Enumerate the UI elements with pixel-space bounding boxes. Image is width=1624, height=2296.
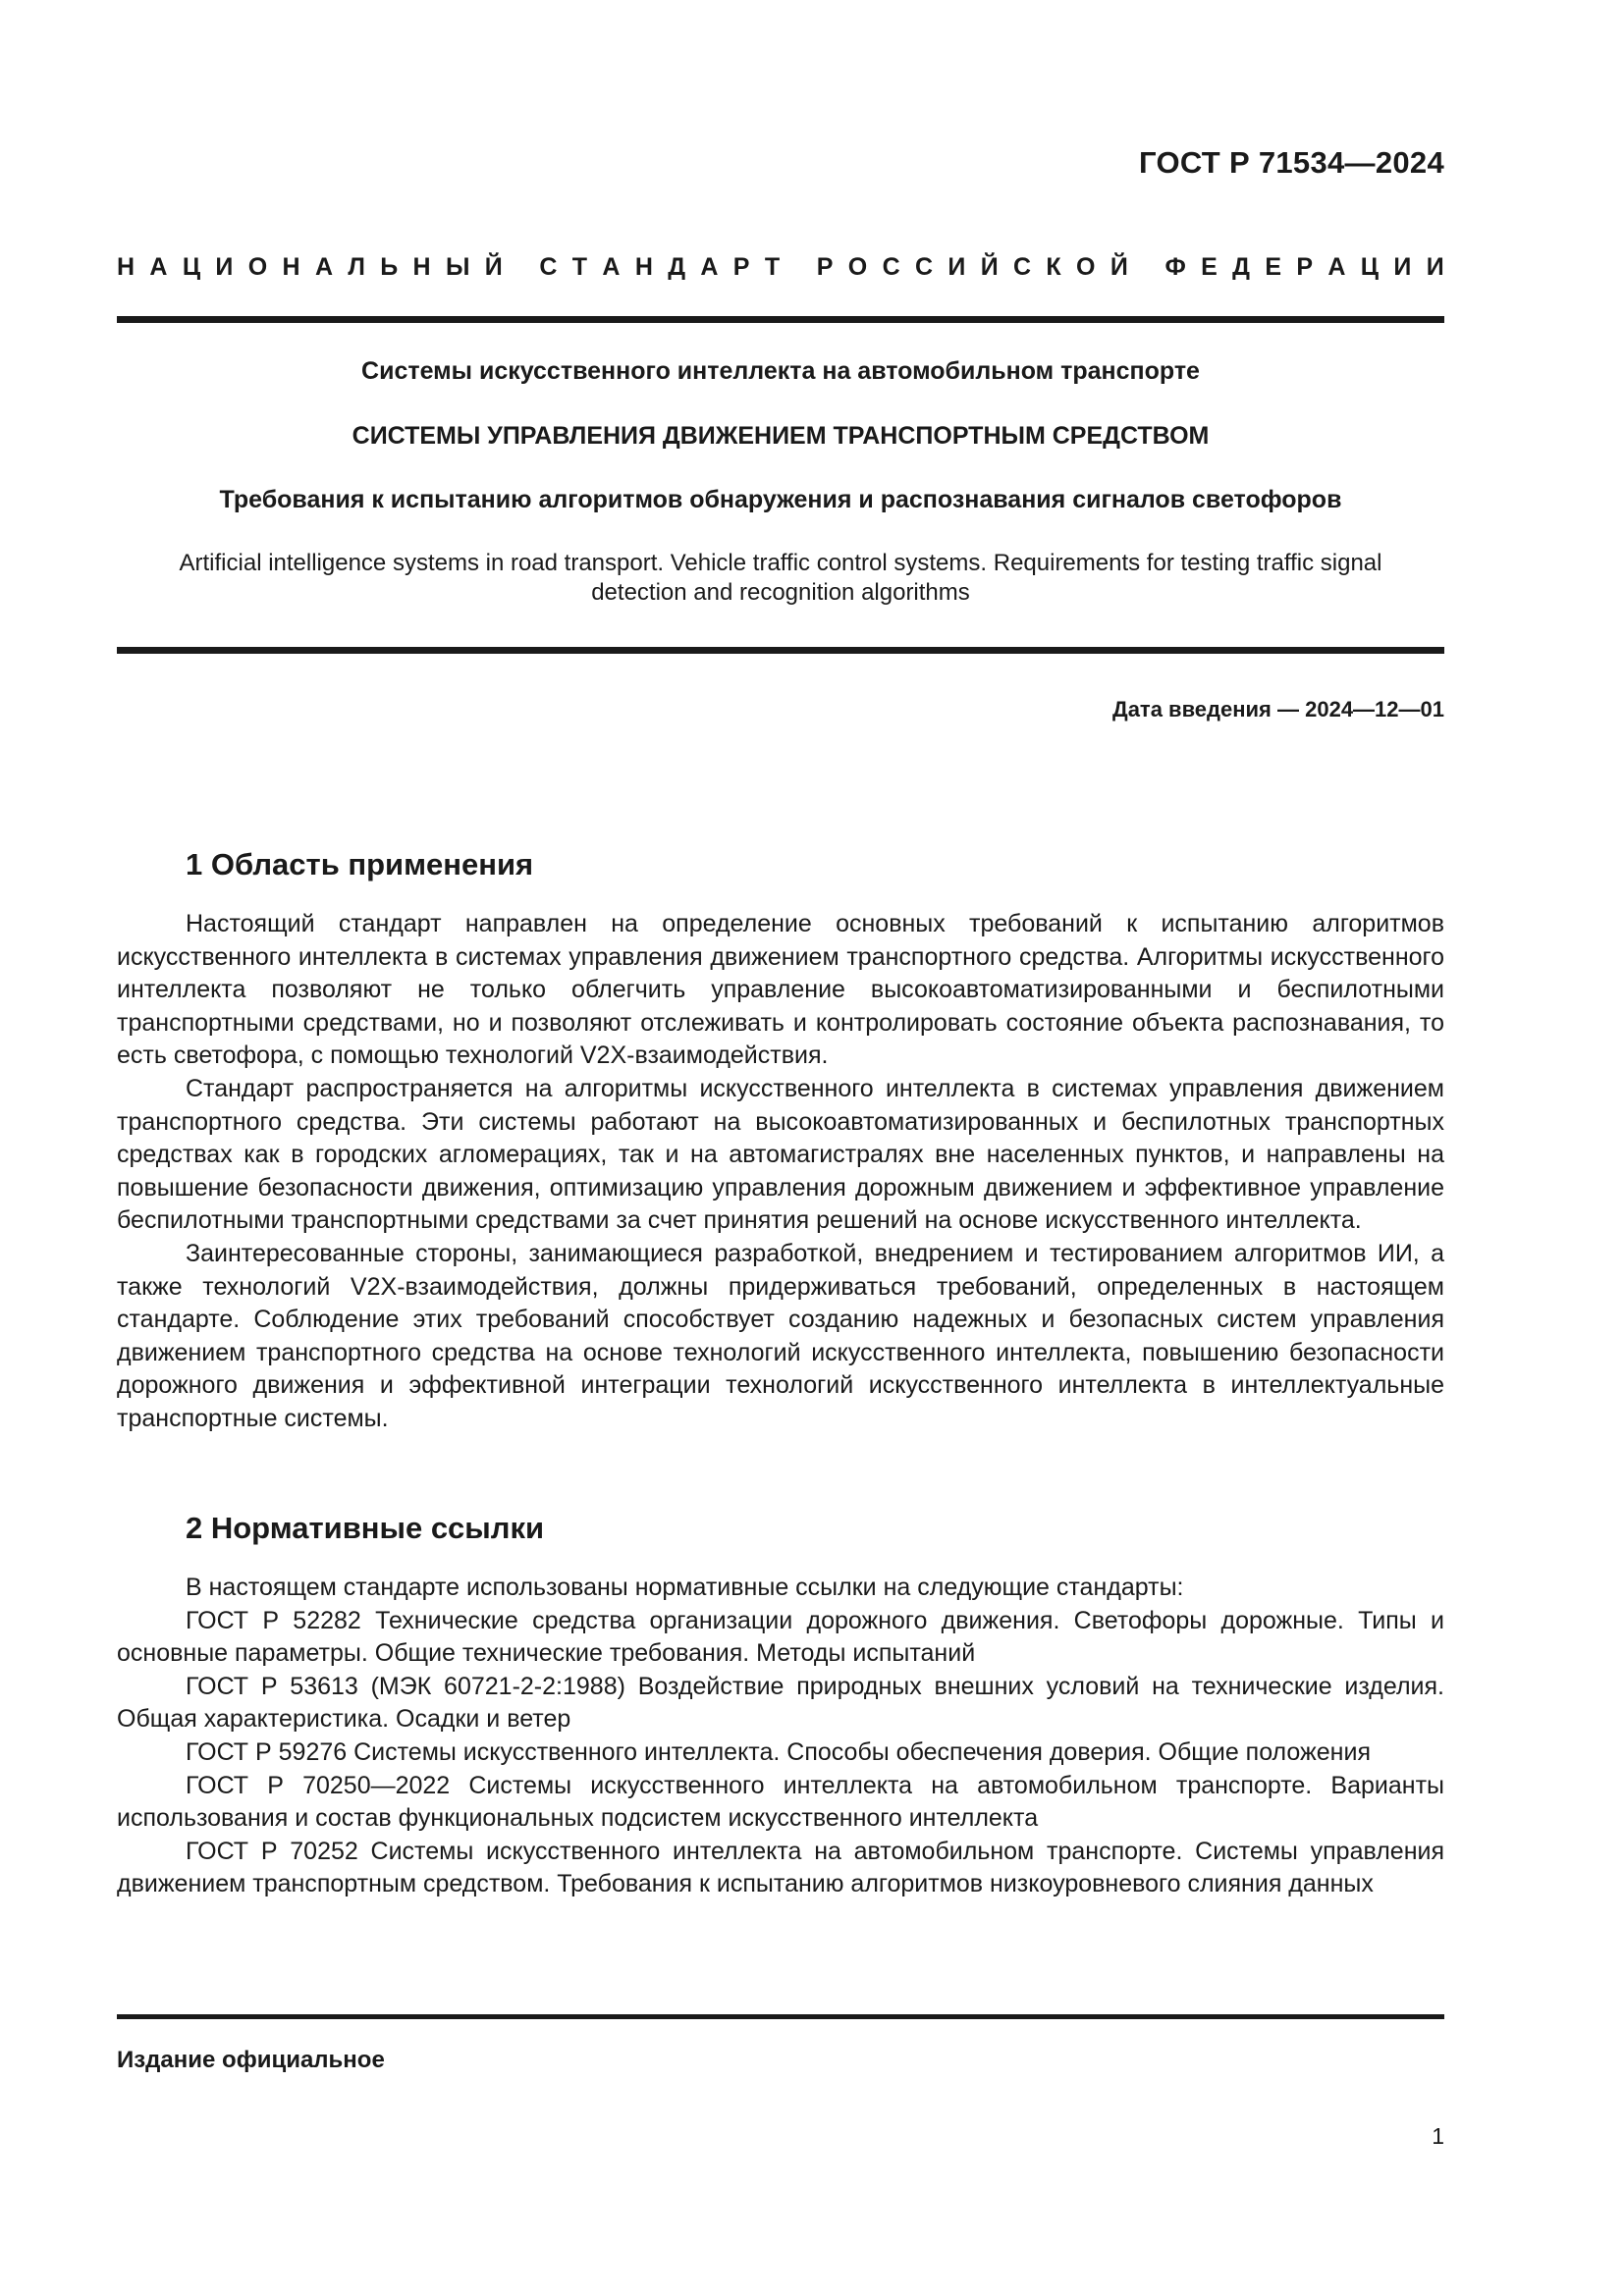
header-letter: С [1013, 253, 1032, 281]
header-letter: А [149, 253, 168, 281]
standard-number: ГОСТ Р 71534—2024 [1139, 145, 1444, 180]
section-body-scope [117, 908, 1444, 1436]
header-letter: Й [980, 253, 999, 281]
header-letter: И [947, 253, 966, 281]
header-letter: Н [117, 253, 135, 281]
paragraph: Стандарт распространяется на алгоритмы искусственного интеллекта в системах управления движением транспортного средства. Эти системы работают на высокоавтоматизированных и беспилотных транспортных средствах как в городских агломерациях, так и на автомагистралях вне населенных пунктов, и направлены на повышение безопасности движения, оптимизацию управления дорожным движением и эффективное управление беспилотными транспортными средствами за счет принятия решений на основе искусственного интеллекта. [117, 1074, 1444, 1235]
header-letter: И [1393, 253, 1412, 281]
official-edition-label: Издание официальное [117, 2047, 385, 2073]
title-english: Artificial intelligence systems in road transport. Vehicle traffic control systems. Requirements for testing traffic signal detection and recognition algorithms [179, 550, 1382, 606]
header-letter [1143, 253, 1150, 282]
header-letter: О [1076, 253, 1096, 281]
header-letter: Ф [1164, 253, 1186, 281]
section-heading-scope: 1 Область применения [186, 847, 534, 881]
page-number: 1 [1432, 2123, 1444, 2149]
introduction-date: Дата введения — 2024—12—01 [1112, 697, 1444, 721]
header-letter: С [914, 253, 934, 281]
header-letter: Д [1232, 253, 1250, 281]
header-letter: Е [1265, 253, 1281, 281]
header-letter: Т [571, 253, 588, 281]
reference-item: ГОСТ Р 53613 (МЭК 60721-2-2:1988) Воздействие природных внешних условий на технические изделия. Общая характеристика. Осадки и ветер [117, 1672, 1444, 1734]
title-requirements: Требования к испытанию алгоритмов обнаружения и распознавания сигналов светофоров [219, 486, 1342, 513]
header-letter [794, 253, 801, 282]
header-letter: А [314, 253, 333, 281]
header-letter: Ы [445, 253, 470, 281]
title-divider [117, 647, 1444, 654]
header-letter: С [882, 253, 900, 281]
header-letter: С [539, 253, 558, 281]
header-letter: К [1046, 253, 1061, 281]
header-letter: Д [668, 253, 686, 281]
reference-item: ГОСТ Р 70250—2022 Системы искусственного интеллекта на автомобильном транспорте. Варианты использования и состав функциональных подсистем искусственного интеллекта [117, 1771, 1444, 1833]
paragraph: Заинтересованные стороны, занимающиеся разработкой, внедрением и тестированием алгоритмов ИИ, а также технологий V2X-взаимодействия, должны придерживаться требований, определенных в настоящем стандарте. Соблюдение этих требований способствует созданию надежных и безопасных систем управления движением транспортного средства на основе технологий искусственного интеллекта, повышению безопасности дорожного движения и эффективной интеграции технологий искусственного интеллекта в интеллектуальные транспортные системы. [117, 1239, 1444, 1432]
reference-item: ГОСТ Р 70252 Системы искусственного интеллекта на автомобильном транспорте. Системы управления движением транспортным средством. Требования к испытанию алгоритмов низкоуровневого слияния данных [117, 1837, 1444, 1898]
header-letter: Е [1201, 253, 1218, 281]
header-letter: А [602, 253, 621, 281]
header-letter: Ь [380, 253, 399, 281]
header-letter: Р [1296, 253, 1314, 281]
header-letter: Н [412, 253, 431, 281]
footer-divider [117, 2014, 1444, 2019]
title-domain: Системы искусственного интеллекта на автомобильном транспорте [361, 357, 1200, 385]
section-body-references [117, 1572, 1444, 1901]
header-letter: Ц [1360, 253, 1380, 281]
header-letter [517, 253, 524, 282]
header-letter: А [700, 253, 719, 281]
header-letter: Н [282, 253, 300, 281]
header-letter: О [847, 253, 868, 281]
header-letter: И [1426, 253, 1444, 281]
header-letter: А [1327, 253, 1346, 281]
title-main: СИСТЕМЫ УПРАВЛЕНИЯ ДВИЖЕНИЕМ ТРАНСПОРТНЫМ СРЕДСТВОМ [352, 422, 1210, 450]
national-standard-header [117, 253, 1444, 282]
header-letter: Т [764, 253, 781, 281]
top-divider [117, 316, 1444, 323]
document-page [117, 0, 1444, 2296]
reference-item: ГОСТ Р 52282 Технические средства организации дорожного движения. Светофоры дорожные. Типы и основные параметры. Общие технические требования. Методы испытаний [117, 1606, 1444, 1668]
header-letter: О [247, 253, 268, 281]
header-letter: Ц [182, 253, 201, 281]
header-letter: Й [484, 253, 503, 281]
header-letter: Р [732, 253, 750, 281]
header-letter: Н [634, 253, 653, 281]
header-letter: Й [1110, 253, 1128, 281]
header-letter: И [215, 253, 234, 281]
paragraph: В настоящем стандарте использованы нормативные ссылки на следующие стандарты: [186, 1574, 1184, 1601]
header-letter: Р [816, 253, 834, 281]
header-letter: Л [348, 253, 365, 281]
section-heading-references: 2 Нормативные ссылки [186, 1511, 545, 1545]
reference-item: ГОСТ Р 59276 Системы искусственного интеллекта. Способы обеспечения доверия. Общие положения [186, 1737, 1371, 1766]
paragraph: Настоящий стандарт направлен на определение основных требований к испытанию алгоритмов искусственного интеллекта в системах управления движением транспортного средства. Алгоритмы искусственного интеллекта позволяют не только облегчить управление высокоавтоматизированными и беспилотными транспортными средствами, но и позволяют отслеживать и контролировать состояние объекта распознавания, то есть светофора, с помощью технологий V2X-взаимодействия. [117, 910, 1444, 1070]
